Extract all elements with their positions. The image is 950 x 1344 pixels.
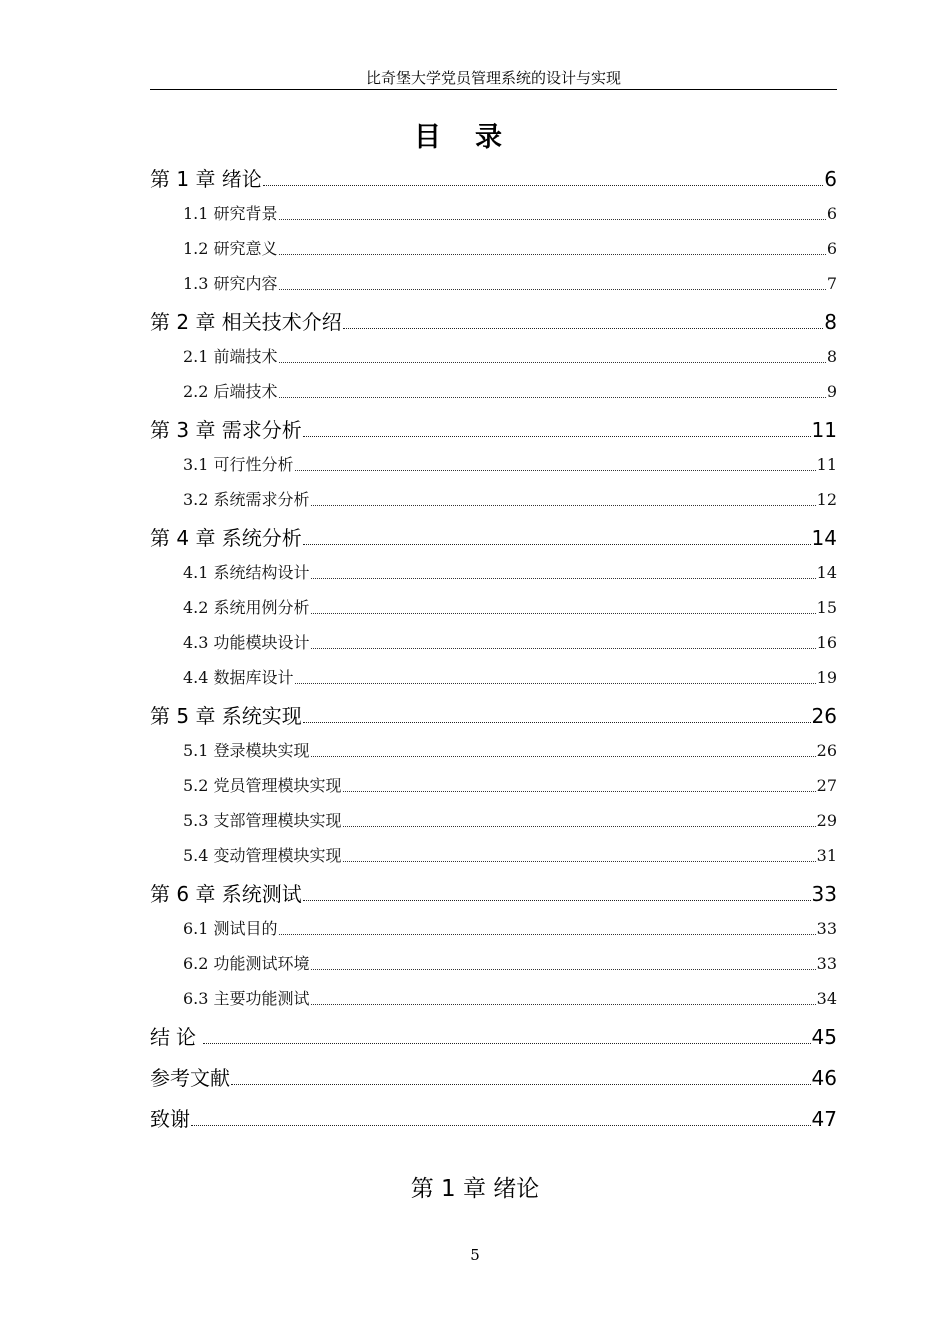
toc-leader-dots [311,578,816,579]
toc-entry-page: 15 [816,598,837,617]
toc-section-entry[interactable] [183,845,837,867]
toc-entry-page: 9 [826,382,837,401]
toc-entry-label: 6.2 功能测试环境 [183,954,310,973]
toc-chapter-entry[interactable] [150,525,837,551]
toc-entry-label: 5.3 支部管理模块实现 [183,811,342,830]
toc-entry-label: 第 6 章 系统测试 [150,882,302,906]
toc-entry-page: 29 [816,811,837,830]
toc-entry-label: 3.1 可行性分析 [183,455,294,474]
toc-entry-page: 7 [826,274,837,293]
toc-section-entry[interactable] [183,775,837,797]
chapter-heading-text: 第 1 章 绪论 [410,1176,540,1202]
toc-leader-dots [279,219,826,220]
toc-leader-dots [303,436,811,437]
toc-section-entry[interactable] [183,238,837,260]
toc-entry-page: 31 [816,846,837,865]
toc-entry-label: 2.1 前端技术 [183,347,278,366]
toc-section-entry[interactable] [183,381,837,403]
page-number [0,1246,950,1264]
toc-section-entry[interactable] [183,346,837,368]
toc-chapter-entry[interactable] [150,1024,837,1050]
toc-leader-dots [279,254,826,255]
toc-entry-page: 12 [816,490,837,509]
toc-entry-page: 26 [811,704,837,728]
toc-entry-label: 5.4 变动管理模块实现 [183,846,342,865]
toc-entry-page: 6 [824,167,837,191]
toc-entry-label: 6.3 主要功能测试 [183,989,310,1008]
toc-entry-label: 致谢 [150,1107,190,1131]
toc-entry-label: 第 2 章 相关技术介绍 [150,310,342,334]
toc-leader-dots [279,397,826,398]
toc-section-entry[interactable] [183,454,837,476]
toc-leader-dots [311,969,816,970]
toc-leader-dots [343,328,823,329]
chapter-heading [0,1170,950,1203]
toc-leader-dots [279,362,826,363]
toc-entry-label: 2.2 后端技术 [183,382,278,401]
toc-section-entry[interactable] [183,489,837,511]
toc-section-entry[interactable] [183,918,837,940]
toc-chapter-entry[interactable] [150,417,837,443]
toc-entry-page: 6 [826,204,837,223]
toc-entry-label: 4.1 系统结构设计 [183,563,310,582]
toc-leader-dots [295,683,816,684]
toc-leader-dots [303,900,811,901]
page-number-text: 5 [470,1246,480,1264]
toc-entry-page: 47 [811,1107,837,1131]
toc-leader-dots [279,934,816,935]
toc-leader-dots [311,756,816,757]
toc-section-entry[interactable] [183,953,837,975]
toc-leader-dots [279,289,826,290]
toc-section-entry[interactable] [183,810,837,832]
toc-leader-dots [231,1084,811,1085]
toc-title-text: 目录 [414,122,536,153]
toc-section-entry[interactable] [183,740,837,762]
toc-entry-page: 45 [811,1025,837,1049]
toc-entry-label: 5.2 党员管理模块实现 [183,776,342,795]
toc-leader-dots [303,544,811,545]
toc-entry-page: 8 [826,347,837,366]
toc-entry-page: 6 [826,239,837,258]
toc-entry-label: 5.1 登录模块实现 [183,741,310,760]
toc-entry-label: 1.3 研究内容 [183,274,278,293]
toc-chapter-entry[interactable] [150,1065,837,1091]
toc-entry-label: 第 1 章 绪论 [150,167,262,191]
toc-chapter-entry[interactable] [150,881,837,907]
toc-entry-page: 33 [816,919,837,938]
toc-leader-dots [311,1004,816,1005]
toc-chapter-entry[interactable] [150,1106,837,1132]
toc-entry-label: 1.1 研究背景 [183,204,278,223]
toc-entry-label: 6.1 测试目的 [183,919,278,938]
toc-entry-page: 8 [824,310,837,334]
toc-leader-dots [191,1125,811,1126]
toc-leader-dots [311,613,816,614]
toc-entry-label: 结论 [150,1025,202,1049]
toc-section-entry[interactable] [183,988,837,1010]
header-title: 比奇堡大学党员管理系统的设计与实现 [365,69,621,87]
toc-entry-label: 参考文献 [150,1066,230,1090]
toc-chapter-entry[interactable] [150,703,837,729]
toc-section-entry[interactable] [183,562,837,584]
toc-entry-page: 11 [811,418,837,442]
toc-section-entry[interactable] [183,632,837,654]
toc-entry-label: 4.4 数据库设计 [183,668,294,687]
toc-entry-page: 26 [816,741,837,760]
toc-entry-label: 第 5 章 系统实现 [150,704,302,728]
toc-entry-label: 第 3 章 需求分析 [150,418,302,442]
toc-leader-dots [203,1043,811,1044]
toc-entry-page: 46 [811,1066,837,1090]
toc-leader-dots [343,861,816,862]
toc-entry-page: 11 [816,455,837,474]
toc-entry-label: 3.2 系统需求分析 [183,490,310,509]
toc-entry-page: 14 [816,563,837,582]
toc-section-entry[interactable] [183,273,837,295]
toc-leader-dots [295,470,816,471]
toc-leader-dots [311,648,816,649]
toc-chapter-entry[interactable] [150,166,837,192]
toc-entry-label: 4.2 系统用例分析 [183,598,310,617]
toc-leader-dots [303,722,811,723]
toc-entry-page: 19 [816,668,837,687]
toc-leader-dots [343,826,816,827]
toc-chapter-entry[interactable] [150,309,837,335]
toc-section-entry[interactable] [183,203,837,225]
toc-entry-page: 16 [816,633,837,652]
toc-entry-label: 4.3 功能模块设计 [183,633,310,652]
toc-entry-page: 27 [816,776,837,795]
toc-leader-dots [343,791,816,792]
toc-section-entry[interactable] [183,667,837,689]
toc-entry-label: 第 4 章 系统分析 [150,526,302,550]
toc-leader-dots [311,505,816,506]
toc-leader-dots [263,185,823,186]
toc-section-entry[interactable] [183,597,837,619]
toc-entry-label: 1.2 研究意义 [183,239,278,258]
toc-entry-page: 34 [816,989,837,1008]
toc-entry-page: 33 [811,882,837,906]
toc-entry-page: 14 [811,526,837,550]
toc-entry-page: 33 [816,954,837,973]
